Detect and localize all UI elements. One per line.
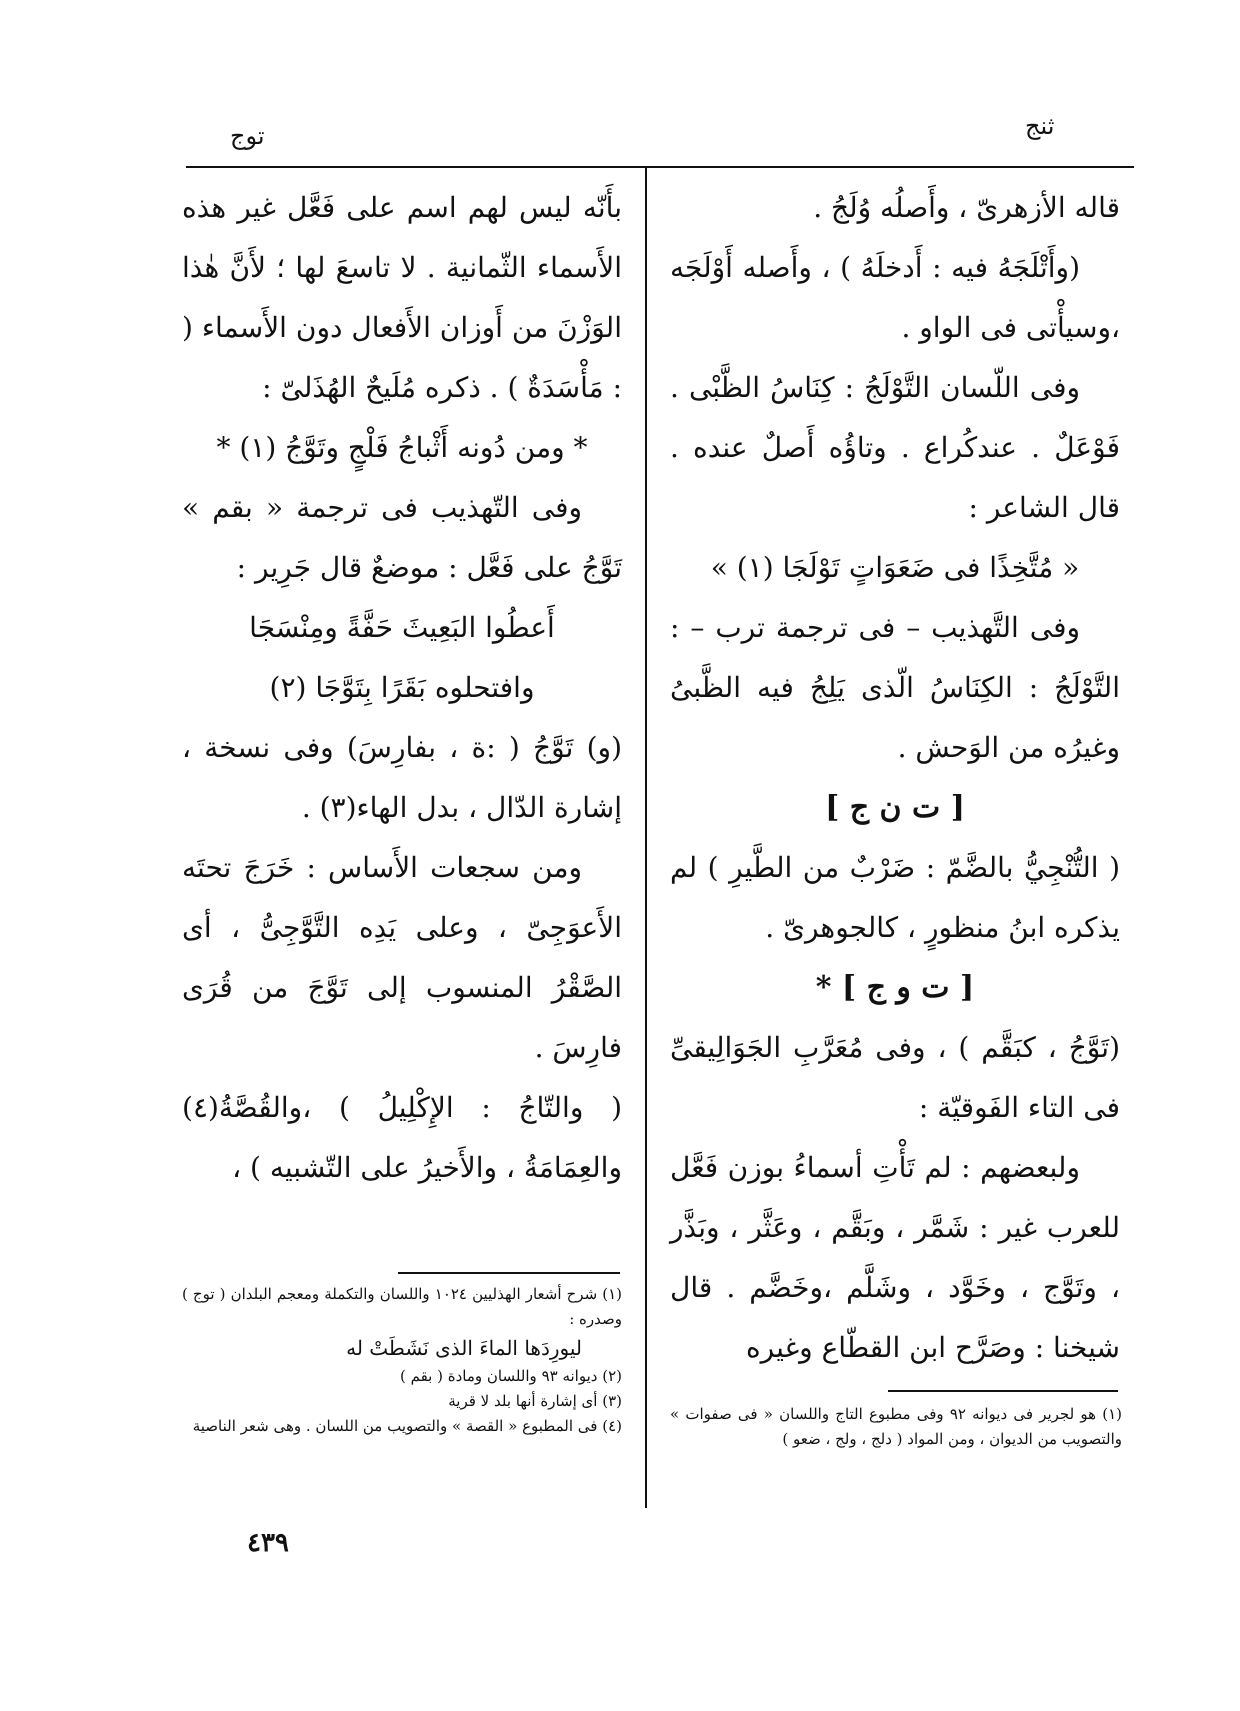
footnote-verse: ليورِدَها الماءَ الذى نَشَطَتْ له — [346, 1336, 582, 1360]
paragraph: (و) تَوَّجُ ( :ة ، بفارِسَ) وفى نسخة ، إشارة الدّال ، بدل الهاء(٣) . — [182, 731, 622, 824]
verse-line: أَعطُوا البَعِيثَ حَفَّةً ومِنْسَجَا — [249, 611, 555, 644]
right-column — [670, 178, 1120, 1378]
running-header-right: ثنج — [1025, 112, 1055, 140]
paragraph: (وأَتْلَجَهُ فيه : أَدخلَهُ ) ، وأَصله أَوْلَجَه ،وسيأْتى فى الواو . — [670, 251, 1120, 344]
paragraph: ( التُّنْجِيُّ بالضَّمّ : ضَرْبٌ من الطَّيرِ ) لم يذكره ابنُ منظورٍ ، كالجوهرىّ . — [670, 851, 1120, 944]
footnote: (١) شرح أشعار الهذليين ١٠٢٤ واللسان والتكملة ومعجم البلدان ( توج ) وصدره : — [182, 1285, 622, 1328]
paragraph: وفى التّهذيب فى ترجمة « بقم » تَوَّجُ على فَعَّل : موضعٌ قال جَرِير : — [182, 491, 622, 584]
footnote-rule-left — [398, 1272, 620, 1274]
paragraph: وفى اللّسان التَّوْلَجُ : كِنَاسُ الظَّبْى . فَوْعَلٌ . عندكُراع . وتاؤُه أَصلٌ عنده . قال الشاعر : — [670, 371, 1120, 524]
paragraph: قاله الأزهرىّ ، وأَصلُه وُلَجُ . — [813, 191, 1120, 224]
paragraph: ومن سجعات الأَساس : خَرَجَ تحتَه الأَعوَجِىّ ، وعلى يَدِه التَّوَّجِىُّ ، أى الصَّقْرُ المنسوب إلى تَوَّجَ من قُرَى فارِسَ . — [182, 851, 622, 1064]
entry-heading-tnj: [ ت ن ج ] — [825, 790, 965, 825]
footnote: (٤) فى المطبوع « القصة » والتصويب من اللسان . وهى شعر الناصية — [192, 1417, 622, 1435]
verse-line: وافتحلوه بَقَرًا بِتَوَّجَا (٢) — [269, 671, 535, 704]
footnote: (٢) ديوانه ٩٣ واللسان ومادة ( بقم ) — [399, 1367, 622, 1385]
footnotes-right — [670, 1402, 1122, 1452]
verse-line: * ومن دُونه أَثْباجُ فَلْجٍ وتَوَّجُ (١) * — [216, 431, 588, 464]
paragraph: وفى التَّهذيب – فى ترجمة ترب – : التَّوْلَجُ : الكِنَاسُ الّذى يَلِجُ فيه الظَّبىُ وغيرُه من الوَحش . — [670, 611, 1120, 764]
page-number: ٤٣٩ — [247, 1528, 289, 1558]
paragraph: بأَنّه ليس لهم اسم على فَعَّل غير هذه الأَسماء الثّمانية . لا تاسعَ لها ؛ لأَنَّ هٰذا الوَزْنَ من أَوزان الأَفعال دون الأَسماء ( : مَأْسَدَةٌ ) . ذكره مُلَيحٌ الهُذَلىّ : — [182, 191, 622, 404]
footnote: (١) هو لجرير فى ديوانه ٩٢ وفى مطبوع التاج واللسان « فى صفوات » والتصويب من الديوان ، ومن المواد ( دلج ، ولج ، ضعو ) — [670, 1405, 1122, 1448]
footnote-rule-right — [888, 1390, 1118, 1392]
running-header-left: توج — [230, 122, 265, 150]
footnotes-left — [182, 1282, 622, 1439]
paragraph: (تَوَّجُ ، كبَقَّم ) ، وفى مُعَرَّبِ الجَوَالِيقىِّ فى التاء الفَوقيّة : — [670, 1031, 1120, 1124]
column-divider — [645, 168, 647, 1508]
entry-heading-twj: [ ت و ج ] * — [815, 970, 975, 1005]
footnote: (٣) أى إشارة أنها بلد لا قرية — [448, 1392, 622, 1410]
verse-line: « مُتَّخِذًا فى ضَعَوَاتٍ تَوْلَجَا (١) » — [710, 551, 1080, 584]
paragraph: ( والتّاجُ : الإِكْلِيلُ ) ،والقُصَّةُ(٤) والعِمَامَةُ ، والأَخيرُ على التّشبيه ) ، — [182, 1091, 622, 1184]
paragraph: ولبعضهم : لم تَأْتِ أسماءُ بوزن فَعَّل للعرب غير : شَمَّر ، وبَقَّم ، وعَثَّر ، وبَذَّر ، وتَوَّج ، وخَوَّد ، وشَلَّم ،وخَضَّم . قال شيخنا : وصَرَّح ابن القطّاع وغيره — [670, 1151, 1120, 1364]
header-rule — [186, 166, 1134, 168]
left-column — [182, 178, 622, 1198]
